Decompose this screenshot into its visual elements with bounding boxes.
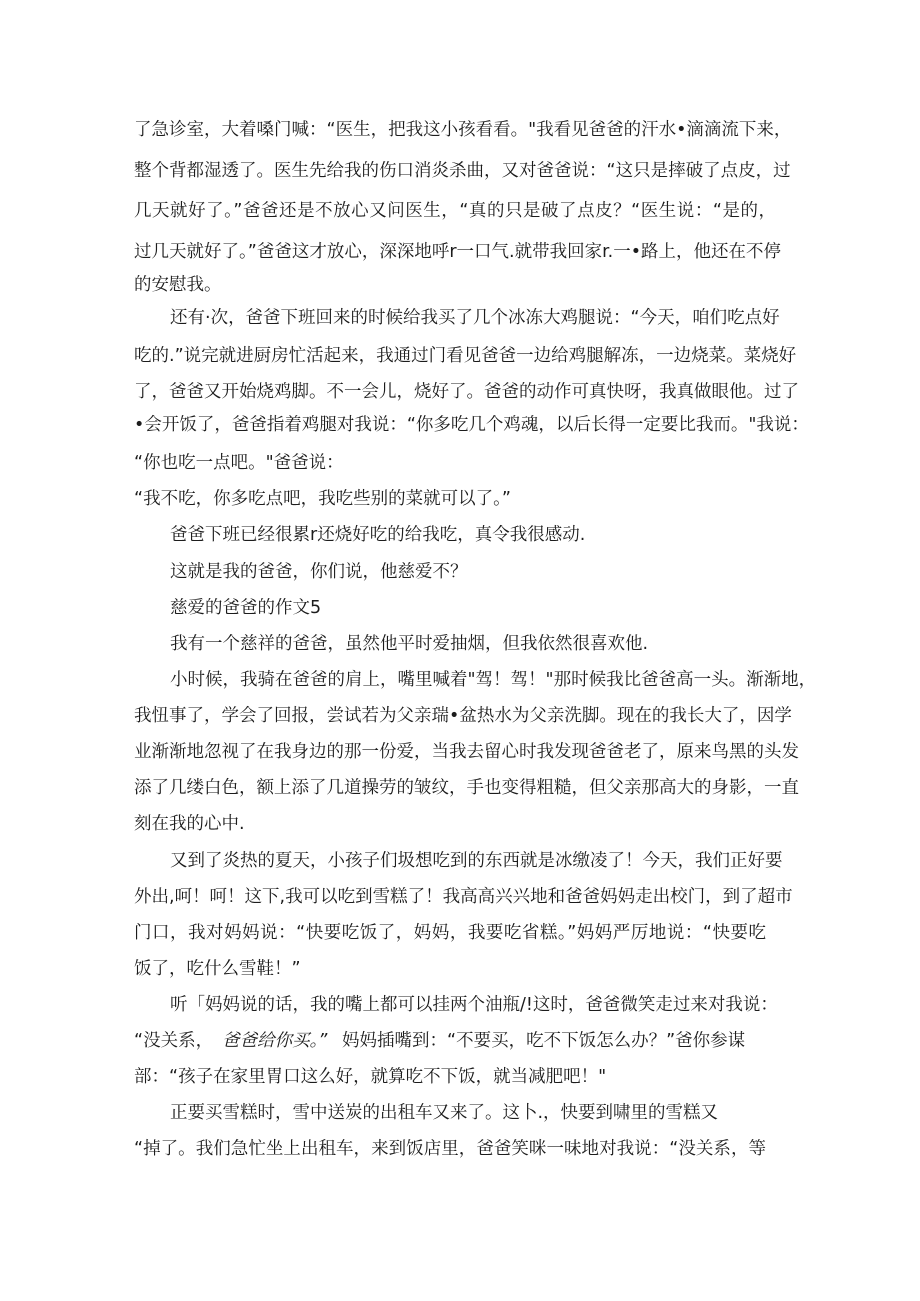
text-line: •会开饭了，爸爸指着鸡腿对我说：“你多吃几个鸡魂，以后长得一定要比我而。"我说： — [134, 415, 809, 435]
text-line: 正要买雪糕时，雪中送炭的出租车又来了。这卜.，快要到啸里的雪糕又 — [170, 1103, 719, 1123]
italic-text-span: 爸爸给你买。” — [222, 1031, 328, 1051]
text-line: 添了几缕白色，额上添了几道操劳的皱纹，手也变得粗糙，但父亲那高大的身影，一直 — [134, 778, 799, 798]
section-heading: 慈爱的爸爸的作文5 — [170, 598, 322, 618]
text-line: 刻在我的心中. — [134, 814, 245, 834]
text-line: 了，爸爸又开始烧鸡脚。不一会儿，烧好了。爸爸的动作可真快呀，我真做眼他。过了 — [134, 382, 799, 402]
text-line: 我忸事了，学会了回报，尝试若为父亲瑞•盆热水为父亲洗脚。现在的我长大了，因学 — [134, 706, 792, 726]
text-line: 听「妈妈说的话，我的嘴上都可以挂两个油瓶/!这时，爸爸微笑走过来对我说： — [170, 995, 778, 1015]
text-line: 的安慰我。 — [134, 275, 222, 295]
text-line: 了急诊室，大着嗓门喊：“医生，把我这小孩看看。"我看见爸爸的汗水•滴滴流下来， — [134, 120, 792, 140]
text-line: 过几天就好了。”爸爸这才放心，深深地呼r一口气.就带我回家r.一•路上，他还在不停 — [134, 242, 782, 262]
text-line: 我有一个慈祥的爸爸，虽然他平时爱抽烟，但我依然很喜欢他. — [170, 634, 649, 654]
text-line: 几天就好了。”爸爸还是不放心又问医生，“真的只是破了点皮？“医生说：“是的， — [134, 201, 776, 221]
text-line: “掉了。我们急忙坐上出租车，来到饭店里，爸爸笑咪一味地对我说：“没关系，等 — [134, 1139, 766, 1159]
text-line: 门口，我对妈妈说：“快要吃饭了，妈妈，我要吃省糕。”妈妈严厉地说：“快要吃 — [134, 923, 766, 943]
text-line: “你也吃一点吧。"爸爸说： — [134, 453, 344, 473]
text-line: 饭了，吃什么雪鞋！” — [134, 959, 301, 979]
text-line: “我不吃，你多吃点吧，我吃些别的菜就可以了。” — [134, 489, 511, 509]
text-line: “没关系， — [134, 1031, 214, 1051]
text-line: 吃的.”说完就进厨房忙活起来，我通过门看见爸爸一边给鸡腿解冻，一边烧菜。菜烧好 — [134, 346, 797, 366]
text-line: 妈妈插嘴到：“不要买，吃不下饭怎么办？”爸你参谋 — [342, 1031, 746, 1051]
text-line: 小时候，我骑在爸爸的肩上，嘴里喊着"驾！驾！"那时候我比爸爸高一头。渐渐地， — [170, 670, 817, 690]
text-line: 爸爸下班已经很累r还烧好吃的给我吃，真令我很感动. — [170, 525, 586, 545]
text-line: 外出,呵！呵！这下,我可以吃到雪糕了！我高高兴兴地和爸爸妈妈走出校门，到了超市 — [134, 887, 793, 907]
text-line: 业渐渐地忽视了在我身边的那一份爱，当我去留心时我发现爸爸老了，原来鸟黑的头发 — [134, 742, 799, 762]
text-line: 整个背都湿透了。医生先给我的伤口消炎杀曲，又对爸爸说：“这只是摔破了点皮，过 — [134, 161, 791, 181]
text-line: 还有·次，爸爸下班回来的时候给我买了几个冰冻大鸡腿说：“今天，咱们吃点好 — [170, 308, 780, 328]
text-line: 这就是我的爸爸，你们说，他慈爱不？ — [170, 562, 468, 582]
text-line: 部：“孩子在家里胃口这么好，就算吃不下饭，就当减肥吧！" — [134, 1067, 607, 1087]
text-line: 又到了炎热的夏天，小孩子们圾想吃到的东西就是冰缴凌了！今天，我们正好要 — [170, 851, 783, 871]
